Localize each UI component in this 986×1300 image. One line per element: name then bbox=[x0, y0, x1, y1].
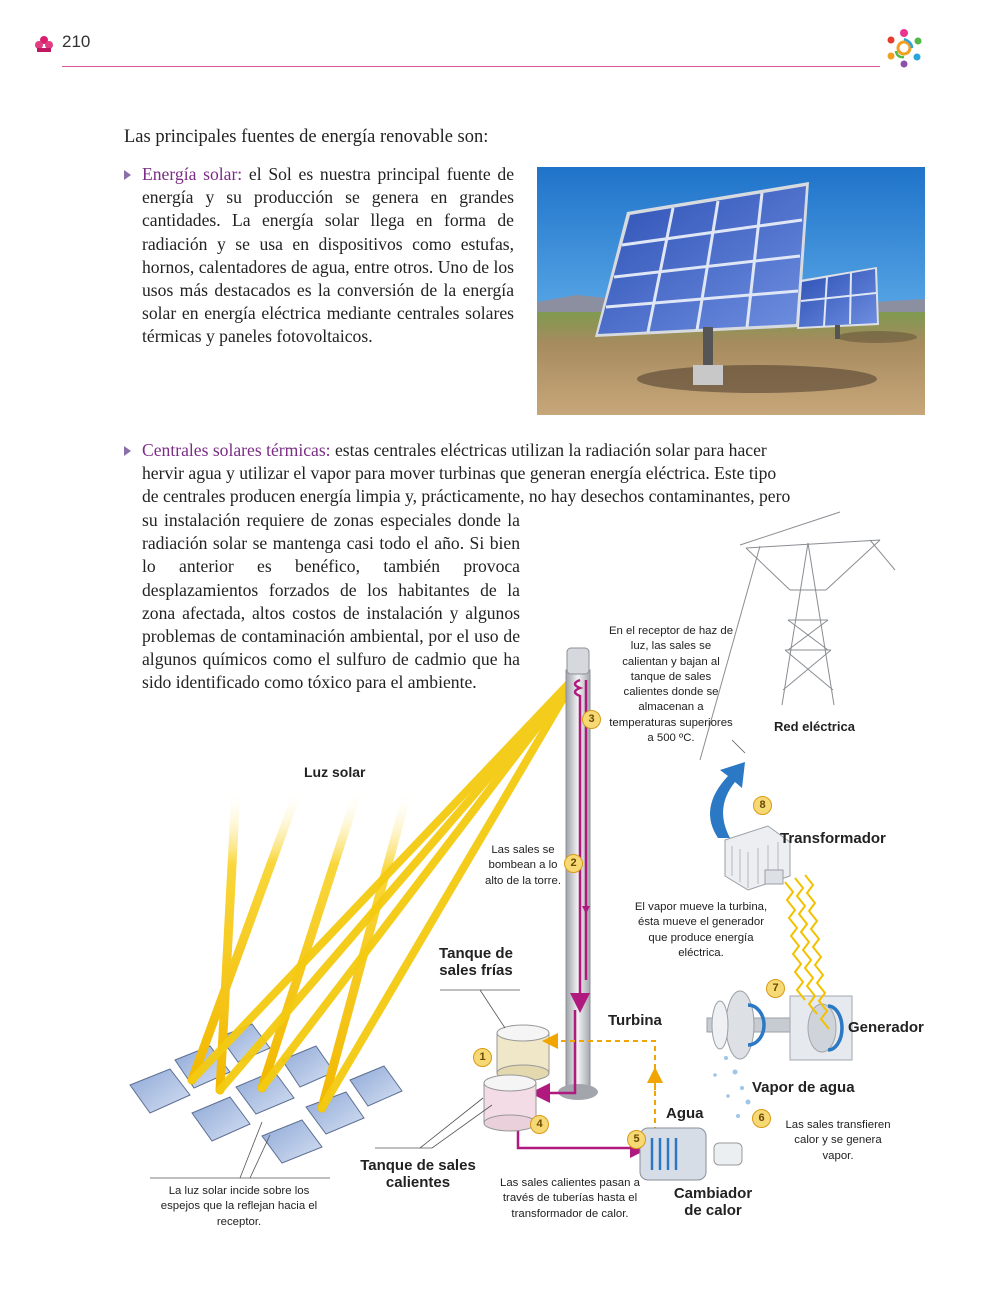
step-badge: 6 bbox=[752, 1109, 771, 1128]
steam-droplets-icon bbox=[713, 1056, 756, 1120]
label-cambiador: Cambiador de calor bbox=[673, 1185, 753, 1219]
step-badge: 3 bbox=[582, 710, 601, 729]
step-badge: 2 bbox=[564, 854, 583, 873]
solar-panels-photo bbox=[537, 167, 925, 415]
step-badge: 1 bbox=[473, 1048, 492, 1067]
bullet-arrow-icon bbox=[124, 446, 131, 456]
label-turbina: Turbina bbox=[608, 1012, 662, 1029]
note-bombean: Las sales se bombean a lo alto de la torre. bbox=[485, 844, 561, 887]
note-sales-calientes: Las sales calientes pasan a través de tuberías hasta el transformador de calor. bbox=[500, 1177, 640, 1220]
heat-exchanger-icon bbox=[640, 1128, 742, 1180]
step-badge: 8 bbox=[753, 796, 772, 815]
electricity-arrow-icon bbox=[710, 762, 745, 838]
generator-icon bbox=[790, 996, 852, 1060]
solar-paragraph bbox=[142, 163, 514, 349]
solar-text: el Sol es nuestra principal fuente de energía y su producción se genera en grandes cantidades. La energía solar llega en forma de radiación y se usa en dispositivos como estufas, hornos, calentadores de agua, entre otros. Uno de los usos más destacados es la conversión de la energía solar en energía eléctrica mediante centrales solares térmicas y paneles fotovoltaicos. bbox=[142, 164, 514, 347]
label-agua: Agua bbox=[666, 1105, 704, 1122]
label-luz-solar: Luz solar bbox=[304, 764, 366, 780]
note-luz-incide: La luz solar incide sobre los espejos que la reflejan hacia el receptor. bbox=[160, 1185, 318, 1228]
flower-icon bbox=[34, 34, 54, 54]
header-rule bbox=[62, 66, 880, 67]
label-vapor-agua: Vapor de agua bbox=[752, 1079, 855, 1096]
note-sales-transfieren: Las sales transfieren calor y se genera vapor. bbox=[785, 1119, 891, 1162]
label-generador: Generador bbox=[848, 1019, 924, 1036]
cold-tank-icon bbox=[497, 1025, 549, 1081]
hot-tank-icon bbox=[484, 1075, 536, 1131]
step-badge: 4 bbox=[530, 1115, 549, 1134]
note-vapor-turbina: El vapor mueve la turbina, ésta mueve el generador que produce energía eléctrica. bbox=[634, 901, 768, 959]
step-badge: 7 bbox=[766, 979, 785, 998]
page-number: 210 bbox=[62, 32, 91, 51]
thermal-term: Centrales solares térmicas: bbox=[142, 440, 331, 460]
thermal-paragraph-top bbox=[142, 439, 797, 509]
label-tanque-calientes: Tanque de sales calientes bbox=[360, 1157, 476, 1191]
logo-icon bbox=[882, 26, 926, 70]
solar-term: Energía solar: bbox=[142, 164, 243, 184]
thermal-paragraph-bottom: su instalación requiere de zonas especiales donde la radiación solar se mantenga casi todo el año. Si bien lo anterior es benéfico, también provoca desplazamientos forzados de los habitantes de la zona afectada, altos costos de instalación y algunos problemas de contaminación ambiental, por el uso de algunos químicos como el sulfuro de cadmio que ha sido identificado como tóxico para el ambiente. bbox=[142, 510, 520, 693]
label-tanque-frias: Tanque de sales frías bbox=[439, 945, 513, 979]
bullet-arrow-icon bbox=[124, 170, 131, 180]
intro-text: Las principales fuentes de energía renovable son: bbox=[124, 127, 489, 147]
note-receptor: En el receptor de haz de luz, las sales se calientan y bajan al tanque de sales calientes donde se almacenan a temperaturas superiores a 500 ºC. bbox=[608, 625, 734, 745]
step-badge: 5 bbox=[627, 1130, 646, 1149]
thermal-text-top: estas centrales eléctricas utilizan la radiación solar para hacer hervir agua y utilizar el vapor para mover turbinas que generan energía eléctrica. Este tipo de centrales producen energía limpia y, prácticamente, no hay desechos contaminantes, pero bbox=[142, 440, 791, 507]
label-transformador: Transformador bbox=[780, 830, 886, 847]
label-red-electrica: Red eléctrica bbox=[774, 719, 855, 734]
